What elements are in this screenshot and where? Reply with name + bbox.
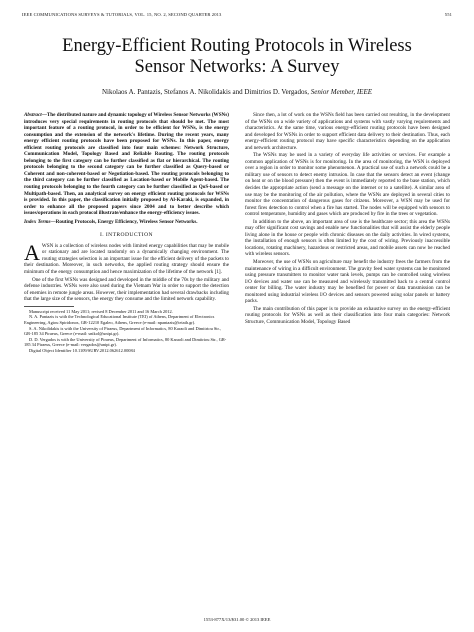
body-paragraph-4: Moreover, the use of WSNs on agriculture may benefit the industry frees the farmers from the maintenance of wiring in a difficult environment. The gravity feed water systems can be monitored using pressure transmitters to monitor water tank levels, pumps can be controlled using wireless I/O devices and water use can be measured and wirelessly transmitted back to a central control center for billing. The water industry may be benefited for power or data transmission can be monitored using industrial wireless I/O devices and sensors powered using solar panels or battery packs.	[245, 259, 450, 305]
title-line-2: Sensor Networks: A Survey	[134, 57, 340, 77]
footnote-author-2: S. A. Nikolidakis is with the University of Piraeus, Department of Informatics, 80 Karaoli and Dimitriou Str., GR-185 34 Piraeus, Greece (e-mail: snikol@unipi.gr).	[24, 325, 221, 337]
intro-paragraph-1	[24, 239, 229, 276]
body-paragraph-5: The main contribution of this paper is to provide an exhaustive survey on the energy-efficient routing protocols for WSNs as well as their classification into four main categories: Network Structure, Communication Model, Topology Based	[245, 305, 450, 325]
index-terms-lead: Index Terms	[24, 218, 51, 225]
index-terms-text: —Routing Protocols, Energy Efficiency, Wireless Sensor Networks.	[50, 218, 198, 225]
author-role: Senior Member, IEEE	[310, 88, 372, 96]
index-terms	[24, 219, 229, 226]
paper-title	[10, 36, 464, 78]
abstract-text: —The distributed nature and dynamic topology of Wireless Sensor Networks (WSNs) introduces very special requirements in routing protocols that should be met. The most important feature of a routing protocol, in order to be efficient for WSNs, is the energy consumption and the extension of the network's lifetime. During the recent years, many energy efficient routing protocols have been proposed for WSNs. In this paper, energy efficient routing protocols are classified into four main schemes: Network Structure, Communication Model, Topology Based and Reliable Routing. The routing protocols belonging to the first category can be further classified as flat or hierarchical. The routing protocols belonging to the second category can be further classified as Query-based or Coherent and non-coherent-based or Negotiation-based. The routing protocols belonging to the third category can be further classified as Location-based or Mobile Agent-based. The routing protocols belonging to the fourth category can be further classified as QoS-based or Multipath-based. Then, an analytical survey on energy efficient routing protocols for WSNs is provided. In this paper, the classification initially proposed by Al-Karaki, is expanded, in order to enhance all the proposed papers since 2004 and to better describe which issues/operations in each protocol illustrate/enhance the energy-efficiency issues.	[24, 112, 229, 217]
footnote-author-1: N. A. Pantazis is with the Technological Educational Institute (TEI) of Athens, Department of Electronics Engineering, Agiou Spiridonos, GR-12210 Egaleo, Athens, Greece (e-mail: npantazis@teiath.gr).	[24, 314, 215, 325]
body-paragraph-3: In addition to the above, an important area of use is the healthcare sector; this area the WSNs may offer significant cost savings and enable new functionalities that will assist the elderly people living alone in the house or people with chronic diseases on the daily activities. In wired systems, the installation of enough sensors is often limited by the cost of wiring. Previously inaccessible locations, rotating machinery, hazardous or restricted areas, and mobile assets can now be reached with wireless sensors.	[245, 218, 450, 258]
section-heading-introduction: I. INTRODUCTION	[100, 232, 153, 239]
running-head-text: IEEE COMMUNICATIONS SURVEYS & TUTORIALS, VOL. 15, NO. 2, SECOND QUARTER 2013	[22, 12, 222, 17]
title-line-1: Energy-Efficient Routing Protocols in Wireless	[62, 36, 412, 56]
running-header	[22, 12, 452, 17]
author-names: Nikolaos A. Pantazis, Stefanos A. Nikolidakis and Dimitrios D. Vergados,	[102, 88, 310, 96]
left-column	[24, 112, 229, 354]
abstract	[24, 112, 229, 217]
abstract-lead: Abstract	[24, 112, 42, 118]
footnote-received: Manuscript received 11 May 2011; revised 8 December 2011 and 16 March 2012.	[29, 308, 173, 314]
author-line	[10, 88, 464, 96]
intro-paragraph-1-text: WSN is a collection of wireless nodes with limited energy capabilities that may be mobile or stationary and are located randomly on a dynamically changing environment. The routing strategies selection is an important issue for the efficient delivery of the packets to their destination. Moreover, in such networks, the applied routing strategy should ensure the minimum of the energy consumption and hence maximization of the lifetime of the network [1].	[24, 242, 229, 276]
drop-cap: A	[24, 239, 40, 265]
footnote-author-3: D. D. Vergados is with the University of Piraeus, Department of Informatics, 80 Karaoli and Dimitriou Str., GR-185 34 Piraeus, Greece (e-mail: vergados@unipi.gr).	[24, 336, 227, 348]
right-column	[245, 112, 450, 327]
copyright-footer: 1553-877X/13/$31.00 © 2013 IEEE	[203, 617, 271, 622]
footnote-doi: Digital Object Identifier 10.1109/SURV.2012.062612.00084	[29, 347, 135, 353]
body-paragraph-2: The WSNs may be used in a variety of everyday life activities or services. For example a common application of WSNs is for monitoring. In the area of monitoring, the WSN is deployed over a region in order to monitor some phenomenon. A practical use of such a network could be a military use of sensors to detect enemy intrusion. In case that the sensors detect an event (change on heat or on the blood pressure) then the event is immediately reported to the base station, which decides the appropriate action (send a message on the internet or to a satellite). A similar area of use may be the monitoring of the air pollution, where the WSNs are deployed in several cities to monitor the concentration of dangerous gases for citizens. Moreover, a WSN may be used for forest fires detection to control when a fire has started. The nodes will be equipped with sensors to control temperature, humidity and gases which are produced by fire in the trees or vegetation.	[245, 152, 450, 218]
body-paragraph-1: Since then, a lot of work on the WSNs field has been carried out resulting, in the development of the WSNs on a wide variety of applications and systems with vastly varying requirements and characteristics. At the same time, various energy-efficient routing protocols have been designed and developed for WSNs in order to support efficient data delivery to their destination. Thus, each energy-efficient routing protocol may have specific characteristics depending on the application and network architecture.	[245, 112, 450, 151]
intro-paragraph-2: One of the first WSNs was designed and developed in the middle of the 70s by the military and defense industries. WSNs were also used during the Vietnam War in order to support the detection of enemies in remote jungle areas. However, their implementation had several drawbacks including that the large size of the sensors, the energy they consume and the limited network capability.	[24, 276, 229, 303]
page-number: 551	[444, 12, 452, 17]
footnote-rule	[24, 306, 74, 307]
